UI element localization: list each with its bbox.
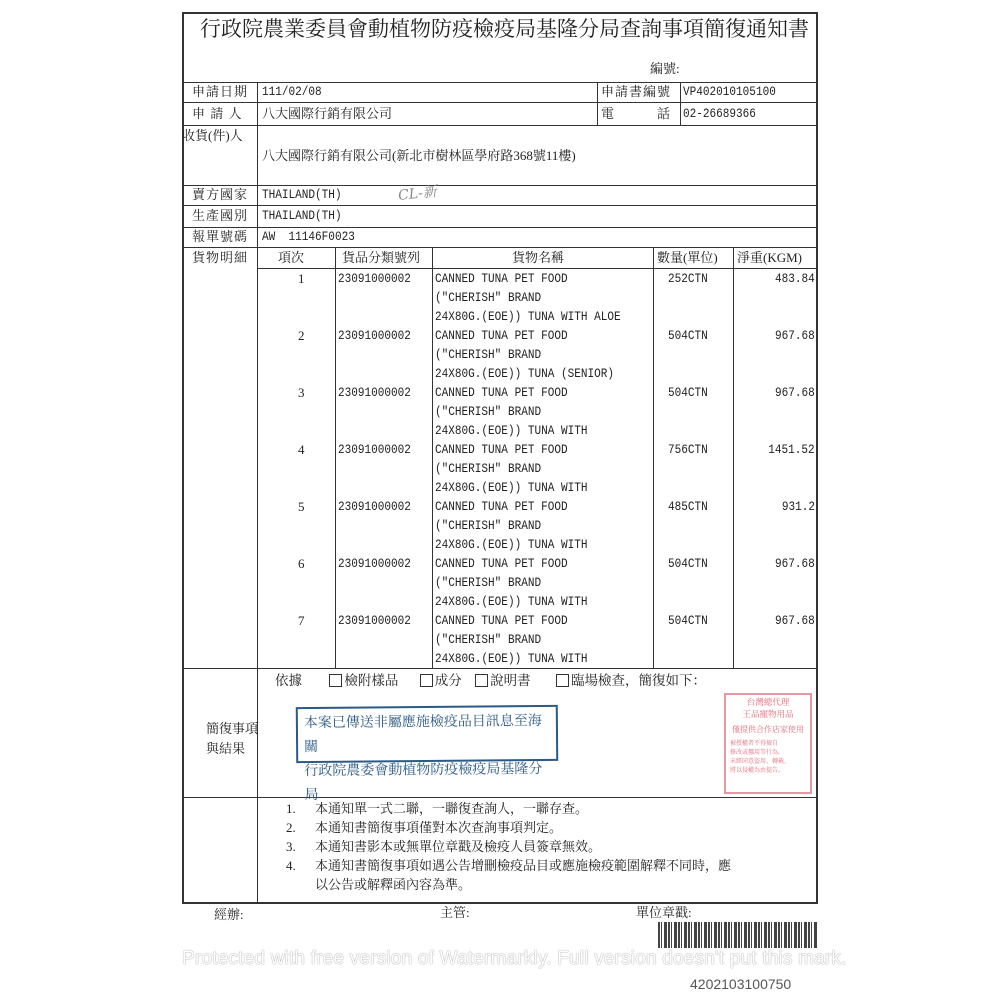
item-qty: 756CTN — [668, 442, 708, 457]
watermark: Protected with free version of Watermarkly. Full version doesn't put this mark. — [182, 948, 847, 969]
item-name-line: 24X80G.(EOE)) TUNA WITH — [435, 537, 588, 552]
divider — [182, 247, 818, 248]
declaration-number: AW 11146F0023 — [262, 229, 355, 244]
item-weight: 967.68 — [775, 556, 815, 571]
note-number: 3. — [286, 839, 296, 854]
item-weight: 967.68 — [775, 328, 815, 343]
stamp-fineprint — [726, 739, 810, 775]
item-name-line: CANNED TUNA PET FOOD — [435, 499, 568, 514]
serial-label: 編號: — [650, 61, 680, 76]
document-title: 行政院農業委員會動植物防疫檢疫局基隆分局查詢事項簡復通知書 — [200, 17, 809, 41]
item-name-line: ("CHERISH" BRAND — [435, 632, 542, 647]
handwritten-note: CL-新 — [397, 184, 438, 204]
item-code: 23091000002 — [338, 328, 411, 343]
basis-line — [275, 672, 706, 690]
item-name-line: ("CHERISH" BRAND — [435, 290, 542, 305]
barcode-number: 4202103100750 — [690, 976, 792, 992]
checkbox-box[interactable] — [475, 674, 488, 687]
stamp-line: 將以侵權為由提告。 — [730, 767, 785, 774]
item-name-line: 24X80G.(EOE)) TUNA WITH — [435, 651, 588, 666]
header-item-no: 項次 — [278, 250, 305, 265]
applicant: 八大國際行銷有限公司 — [262, 106, 393, 121]
divider — [432, 247, 433, 668]
item-name-line: 24X80G.(EOE)) TUNA WITH — [435, 423, 588, 438]
checkbox-box[interactable] — [556, 674, 569, 687]
item-name-line: 24X80G.(EOE)) TUNA WITH — [435, 480, 588, 495]
seller-country: THAILAND(TH) — [262, 187, 342, 202]
item-qty: 504CTN — [668, 328, 708, 343]
checkbox-label: 檢附樣品 — [344, 673, 399, 688]
handler-label: 經辦: — [214, 907, 244, 922]
checkbox-box[interactable] — [420, 674, 433, 687]
item-code: 23091000002 — [338, 271, 411, 286]
divider — [182, 125, 818, 126]
item-name-line: ("CHERISH" BRAND — [435, 575, 542, 590]
stamp-line: 王品寵物用品 — [742, 710, 794, 720]
item-qty: 485CTN — [668, 499, 708, 514]
quarantine-stamp — [296, 705, 558, 804]
divider — [653, 247, 654, 668]
item-no: 5 — [298, 499, 305, 514]
note-text: 以公告或解釋函內容為準。 — [315, 877, 472, 892]
divider — [733, 247, 734, 668]
item-no: 1 — [298, 271, 305, 286]
item-no: 2 — [298, 328, 305, 343]
stamp-line: 本案已傳送非屬應施檢疫品目訊息至海關 — [303, 713, 542, 756]
stamp-line: 行政院農委會動植物防疫檢疫局基隆分局 — [304, 761, 543, 804]
header-weight: 淨重(KGM) — [737, 250, 802, 265]
item-no: 3 — [298, 385, 305, 400]
checkbox-sample[interactable] — [329, 673, 398, 688]
distributor-stamp — [724, 693, 812, 794]
item-name-line: CANNED TUNA PET FOOD — [435, 271, 568, 286]
item-no: 7 — [298, 613, 305, 628]
note-number: 2. — [286, 820, 296, 835]
item-name-line: CANNED TUNA PET FOOD — [435, 328, 568, 343]
divider — [182, 668, 818, 669]
item-name-line: ("CHERISH" BRAND — [435, 461, 542, 476]
basis-label: 依據 — [275, 673, 302, 688]
form-no: VP402010105100 — [683, 84, 776, 99]
item-code: 23091000002 — [338, 613, 411, 628]
item-no: 4 — [298, 442, 305, 457]
item-weight: 483.84 — [775, 271, 815, 286]
apply-date: 111/02/08 — [262, 84, 322, 99]
item-weight: 931.2 — [781, 499, 815, 514]
result-label-1: 簡復事項 — [206, 721, 259, 736]
item-code: 23091000002 — [338, 385, 411, 400]
phone-label: 電 話 — [601, 106, 672, 121]
stamp-line: 未經同意盜用、轉載， — [730, 758, 791, 765]
origin: THAILAND(TH) — [262, 208, 342, 223]
item-name-line: CANNED TUNA PET FOOD — [435, 556, 568, 571]
item-name-line: CANNED TUNA PET FOOD — [435, 385, 568, 400]
declaration-label: 報單號碼 — [192, 229, 249, 244]
checkbox-onsite[interactable] — [556, 673, 706, 688]
checkbox-label: 成分 — [434, 673, 462, 688]
form-no-label: 申請書編號 — [601, 84, 672, 99]
header-qty: 數量(單位) — [657, 250, 718, 265]
item-qty: 504CTN — [668, 385, 708, 400]
goods-label: 貨物明細 — [192, 250, 249, 265]
checkbox-label: 說明書 — [490, 673, 531, 688]
note-text: 本通知書簡復事項如遇公告增刪檢疫品目或應施檢疫範圍解釋不同時，應 — [315, 858, 732, 873]
consignee: 八大國際行銷有限公司(新北市樹林區學府路368號11樓) — [262, 148, 576, 163]
header-code: 貨品分類號列 — [342, 250, 421, 265]
note-number: 1. — [286, 801, 296, 816]
divider — [335, 247, 336, 668]
apply-date-label: 申請日期 — [192, 84, 249, 99]
checkbox-box[interactable] — [329, 674, 342, 687]
item-code: 23091000002 — [338, 499, 411, 514]
stamp-line: 僅提供合作店家使用 — [732, 725, 804, 734]
result-label-2: 與結果 — [206, 741, 246, 756]
divider — [182, 102, 818, 103]
item-weight: 1451.52 — [768, 442, 815, 457]
note-number: 4. — [286, 858, 296, 873]
note-text: 本通知書簡復事項僅對本次查詢事項判定。 — [315, 820, 563, 835]
divider — [680, 82, 681, 125]
note-text: 本通知單一式二聯，一聯復查詢人，一聯存查。 — [315, 801, 589, 816]
header-name: 貨物名稱 — [512, 250, 565, 265]
checkbox-manual[interactable] — [475, 673, 531, 688]
item-no: 6 — [298, 556, 305, 571]
phone: 02-26689366 — [683, 106, 756, 121]
stamp-line: 被授權者不得擅自 — [730, 740, 779, 747]
checkbox-label: 臨場檢查，簡復如下： — [571, 673, 706, 688]
seller-country-label: 賣方國家 — [192, 187, 249, 202]
item-name-line: CANNED TUNA PET FOOD — [435, 442, 568, 457]
item-name-line: 24X80G.(EOE)) TUNA WITH ALOE — [435, 309, 621, 324]
unit-seal-label: 單位章戳: — [636, 905, 692, 920]
consignee-label: 收貨(件)人 — [182, 128, 243, 143]
item-name-line: ("CHERISH" BRAND — [435, 404, 542, 419]
item-code: 23091000002 — [338, 442, 411, 457]
item-name-line: 24X80G.(EOE)) TUNA (SENIOR) — [435, 366, 615, 381]
divider — [257, 82, 258, 904]
note-text: 本通知書影本或無單位章戳及檢疫人員簽章無效。 — [315, 839, 602, 854]
item-qty: 252CTN — [668, 271, 708, 286]
supervisor-label: 主管: — [440, 905, 470, 920]
origin-label: 生產國別 — [192, 208, 249, 223]
item-name-line: ("CHERISH" BRAND — [435, 347, 542, 362]
divider — [182, 205, 818, 206]
item-code: 23091000002 — [338, 556, 411, 571]
item-weight: 967.68 — [775, 385, 815, 400]
item-weight: 967.68 — [775, 613, 815, 628]
applicant-label: 申 請 人 — [192, 106, 243, 121]
stamp-line: 台灣總代理 — [746, 698, 790, 708]
item-qty: 504CTN — [668, 556, 708, 571]
divider — [597, 82, 598, 125]
item-qty: 504CTN — [668, 613, 708, 628]
stamp-line: 修改或挪用等行為， — [730, 749, 785, 756]
checkbox-ingredients[interactable] — [420, 673, 462, 688]
item-name-line: 24X80G.(EOE)) TUNA WITH — [435, 594, 588, 609]
item-name-line: CANNED TUNA PET FOOD — [435, 613, 568, 628]
item-name-line: ("CHERISH" BRAND — [435, 518, 542, 533]
barcode — [658, 922, 818, 948]
